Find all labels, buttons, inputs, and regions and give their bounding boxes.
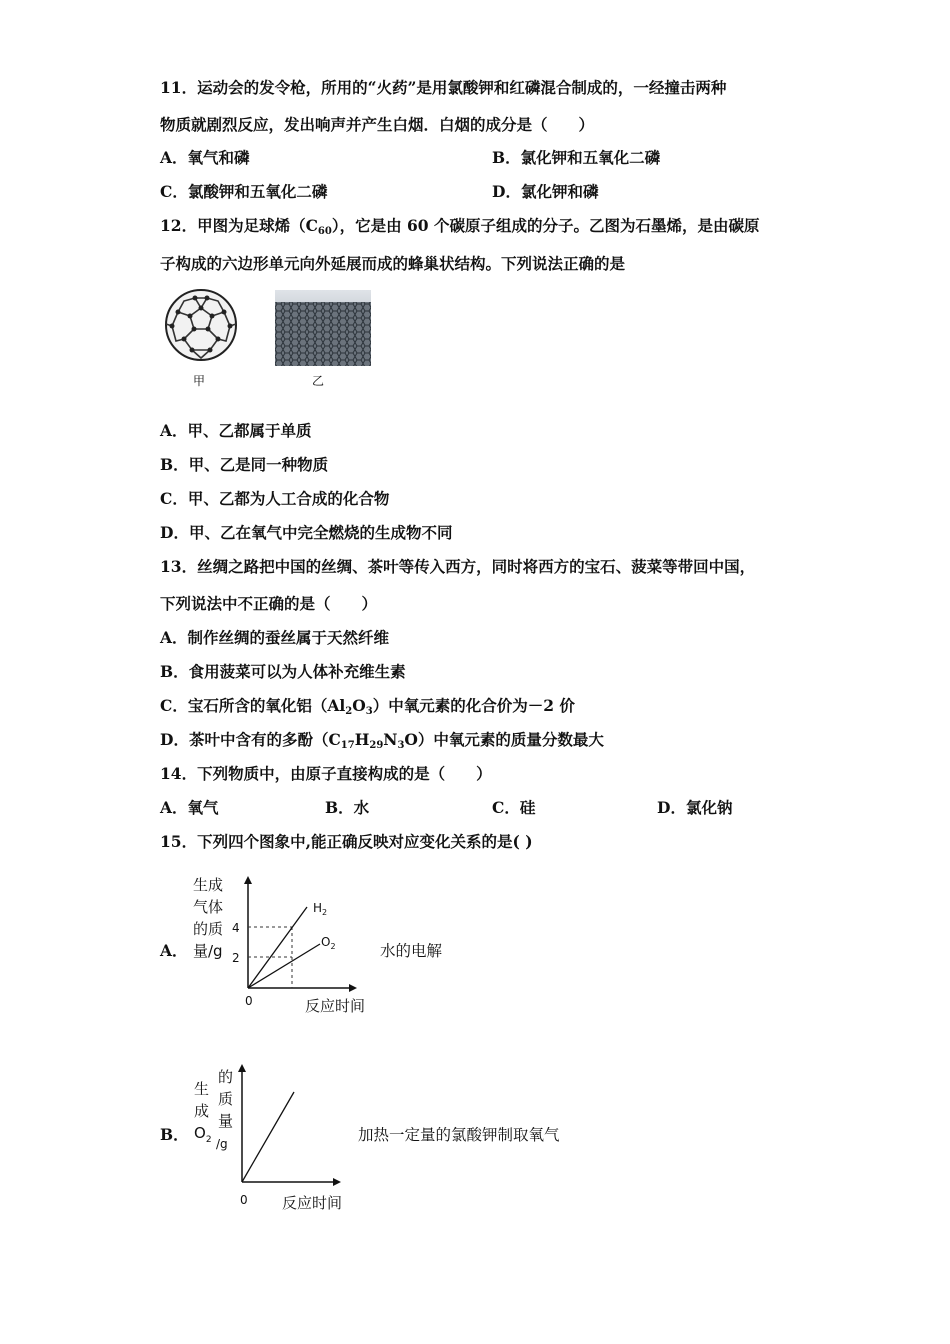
fullerene-image [162, 286, 240, 364]
q15-a-series-o2 [248, 944, 320, 988]
q14-stem: 14．下列物质中，由原子直接构成的是（ ） [160, 764, 492, 783]
q15-a-tick-2: 2 [232, 951, 240, 965]
q11-option-c: C．氯酸钾和五氧化二磷 [160, 182, 328, 201]
q11-option-b: B．氯化钾和五氧化二磷 [492, 148, 661, 167]
q14-option-c: C．硅 [492, 798, 536, 817]
q15-a-o2-label: $O_2$ [321, 935, 336, 951]
q11-option-d: D．氯化钾和磷 [492, 182, 599, 201]
q15-b-y-arrow [238, 1064, 246, 1072]
q15-b-desc: 加热一定量的氯酸钾制取氧气 [358, 1126, 560, 1144]
q15-b-ylabel-right-3: 量 [218, 1112, 234, 1130]
q11-stem-line2: 物质就剧烈反应，发出响声并产生白烟．白烟的成分是（ ） [160, 115, 595, 134]
q13-stem-line2: 下列说法中不正确的是（ ） [160, 594, 378, 613]
q15-a-desc: 水的电解 [380, 942, 443, 960]
q15-b-label: B． [160, 1125, 189, 1144]
fig-label-jia: 甲 [193, 374, 206, 388]
q15-b-ylabel-left-1: 生 [194, 1080, 210, 1098]
q15-a-x-arrow [349, 984, 357, 992]
q13-option-b: B．食用菠菜可以为人体补充维生素 [160, 662, 406, 681]
q13-option-d: D．茶叶中含有的多酚$(C_{17}H_{29}N_3O)$中氧元素的质量分数最大 [160, 730, 604, 751]
q15-a-tick-4: 4 [232, 921, 240, 935]
q15-stem: 15．下列四个图象中,能正确反映对应变化关系的是( ) [160, 832, 533, 851]
q15-a-label: A． [160, 941, 188, 960]
q15-a-graph [185, 870, 385, 1020]
q12-option-c: C．甲、乙都为人工合成的化合物 [160, 489, 390, 508]
q15-a-h2-label: $H_2$ [313, 901, 328, 917]
q15-a-series-h2 [248, 907, 307, 988]
q12-option-a: A．甲、乙都属于单质 [160, 421, 312, 440]
q15-b-ylabel-left-3: $O_2$ [194, 1124, 212, 1145]
graphene-image [275, 290, 371, 366]
q15-b-xlabel: 反应时间 [282, 1194, 343, 1212]
q15-a-ylabel-1: 生成 [193, 876, 224, 894]
q15-a-ylabel-2: 气体 [193, 898, 224, 916]
q15-a-ylabel-4: 量/g [193, 942, 223, 960]
q15-a-origin: 0 [245, 994, 253, 1008]
q15-b-ylabel-right-1: 的 [218, 1068, 234, 1086]
q12-stem-line2: 子构成的六边形单元向外延展而成的蜂巢状结构。下列说法正确的是 [160, 254, 626, 273]
q14-option-a: A．氧气 [160, 798, 219, 817]
q15-b-graph [185, 1060, 360, 1215]
q15-a-ylabel-3: 的质 [193, 920, 224, 938]
q15-b-ylabel-left-2: 成 [194, 1102, 210, 1120]
q13-stem-line1: 13．丝绸之路把中国的丝绸、茶叶等传入西方，同时将西方的宝石、菠菜等带回中国， [160, 557, 756, 576]
q15-a-y-arrow [244, 876, 252, 884]
q13-option-a: A．制作丝绸的蚕丝属于天然纤维 [160, 628, 390, 647]
q15-b-origin: 0 [240, 1193, 248, 1207]
q12-stem-line1: 12．甲图为足球烯$(C_{60})$，它是由 60 个碳原子组成的分子。乙图为石墨烯，是由碳原 [160, 216, 760, 237]
q15-b-ylabel-right-2: 质 [218, 1090, 234, 1108]
q15-a-xlabel: 反应时间 [305, 997, 366, 1015]
q14-option-b: B．水 [325, 798, 370, 817]
q15-b-ylabel-right-4: /g [216, 1137, 228, 1151]
q11-stem-line1: 11．运动会的发令枪，所用的“火药”是用氯酸钾和红磷混合制成的，一经撞击两种 [160, 78, 727, 97]
q11-option-a: A．氧气和磷 [160, 148, 250, 167]
q15-b-x-arrow [333, 1178, 341, 1186]
q12-option-d: D．甲、乙在氧气中完全燃烧的生成物不同 [160, 523, 453, 542]
fig-label-yi: 乙 [312, 374, 325, 388]
q13-option-c: C．宝石所含的氧化铝$(Al_2O_3)$中氧元素的化合价为－2 价 [160, 696, 575, 717]
q15-b-series-o2 [242, 1092, 294, 1182]
q14-option-d: D．氯化钠 [657, 798, 733, 817]
q12-option-b: B．甲、乙是同一种物质 [160, 455, 329, 474]
